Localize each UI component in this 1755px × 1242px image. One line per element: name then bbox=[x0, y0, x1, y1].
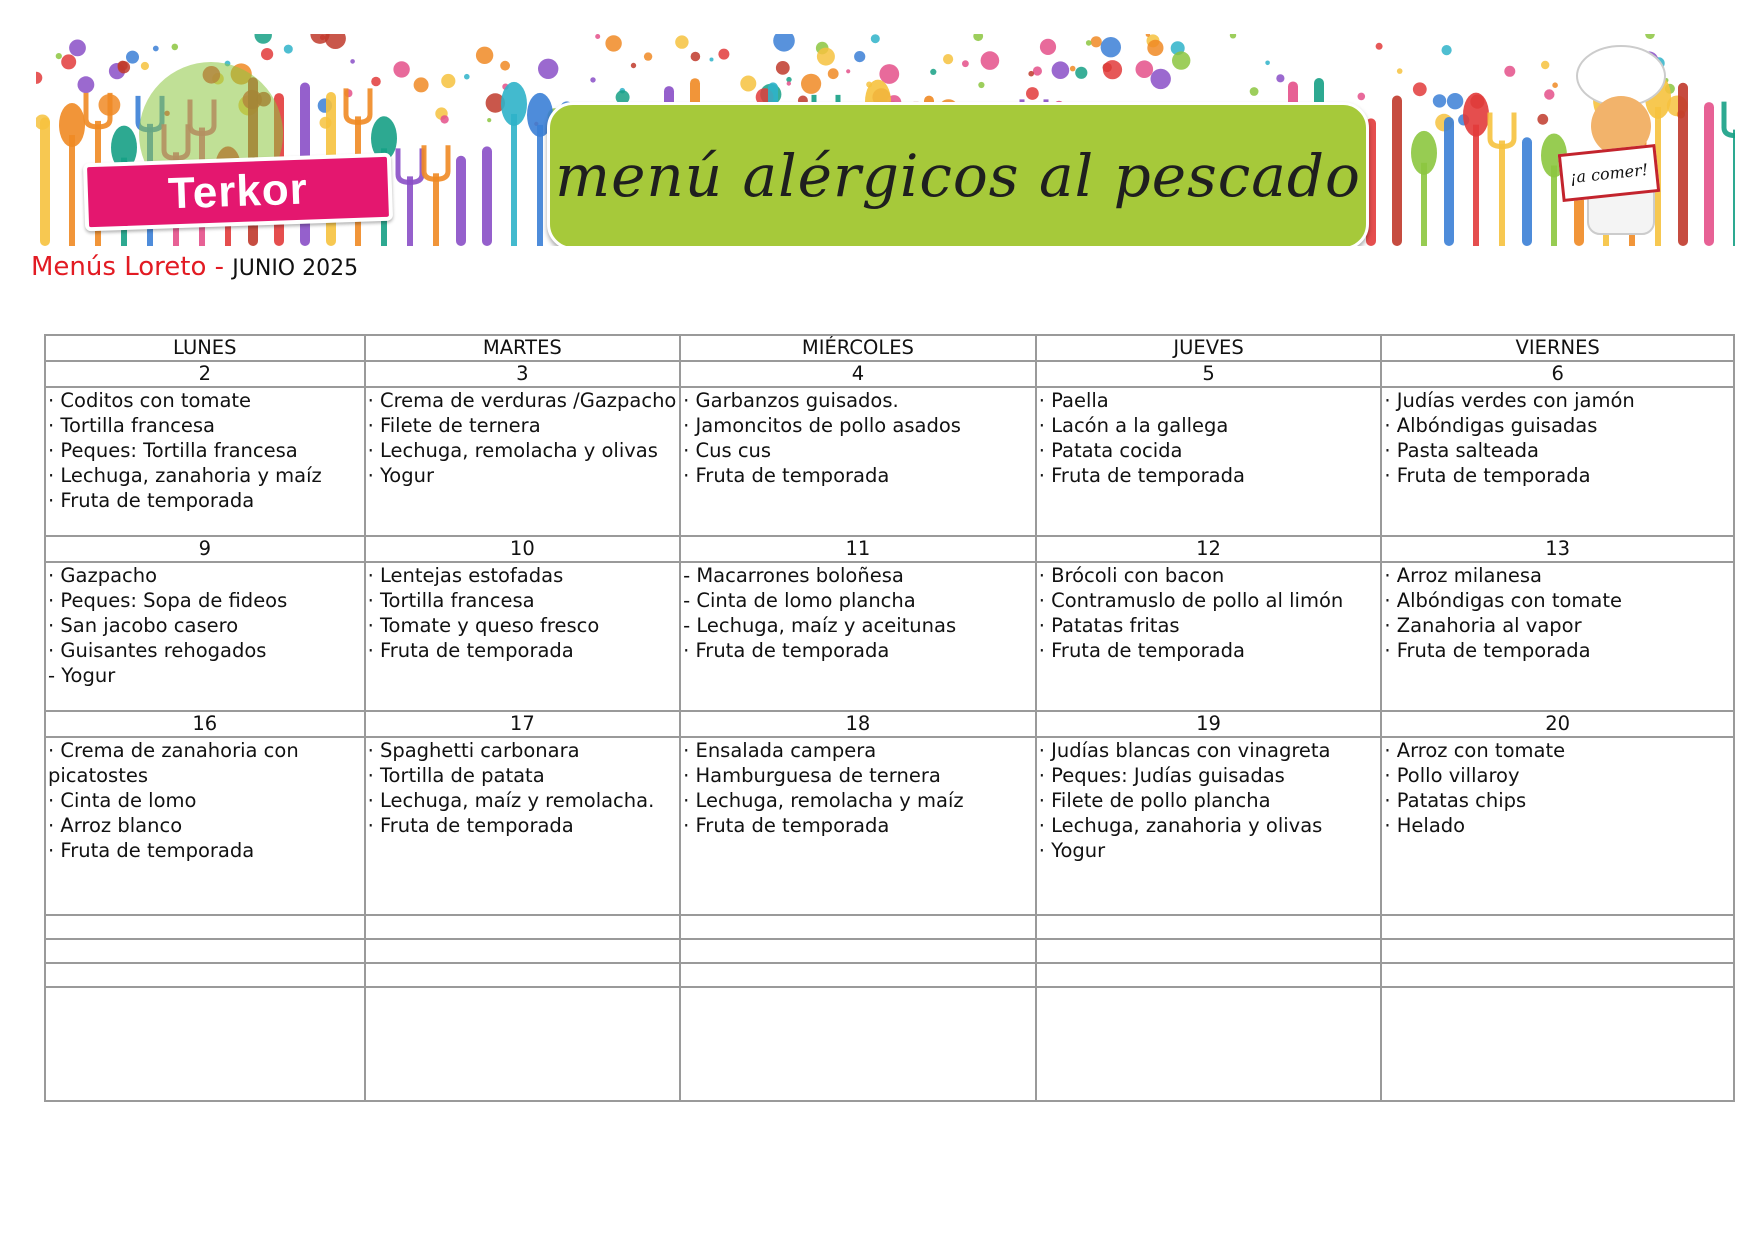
day-menu-cell bbox=[1036, 387, 1382, 536]
banner-title-box bbox=[547, 102, 1369, 246]
spoon-icon bbox=[1463, 93, 1489, 137]
weekday-header: MIÉRCOLES bbox=[680, 335, 1036, 361]
spoon-handle bbox=[69, 135, 75, 246]
day-menu-cell bbox=[1381, 562, 1734, 711]
confetti-dot bbox=[1070, 66, 1076, 72]
menu-item: · Ensalada campera bbox=[683, 739, 877, 762]
empty-cell bbox=[365, 915, 681, 939]
menu-item: - Yogur bbox=[48, 664, 116, 687]
confetti-dot bbox=[1413, 82, 1427, 96]
confetti-dot bbox=[464, 74, 470, 80]
menu-item: · Tortilla francesa bbox=[367, 589, 535, 612]
confetti-dot bbox=[817, 48, 835, 66]
menu-item: · Tomate y queso fresco bbox=[367, 614, 600, 637]
confetti-dot bbox=[255, 34, 272, 44]
spoon-handle bbox=[1551, 165, 1557, 246]
confetti-dot bbox=[440, 115, 448, 123]
spoon-icon bbox=[1411, 131, 1437, 175]
empty-cell bbox=[45, 963, 365, 987]
menu-item: · Fruta de temporada bbox=[48, 489, 255, 512]
day-menu-cell bbox=[1036, 737, 1382, 915]
knife-icon bbox=[456, 156, 466, 246]
confetti-dot bbox=[1537, 114, 1548, 125]
confetti-dot bbox=[605, 35, 621, 51]
menu-item: · Fruta de temporada bbox=[367, 814, 574, 837]
menu-item: · Arroz blanco bbox=[48, 814, 183, 837]
menu-item: · Judías blancas con vinagreta bbox=[1038, 739, 1331, 762]
empty-row bbox=[45, 939, 1734, 963]
menu-item: · Fruta de temporada bbox=[683, 814, 890, 837]
menu-item: - Cinta de lomo plancha bbox=[683, 589, 916, 612]
confetti-dot bbox=[1026, 87, 1039, 100]
day-number: 16 bbox=[45, 711, 365, 737]
confetti-dot bbox=[854, 51, 865, 62]
confetti-dot bbox=[487, 118, 491, 122]
menu-item: · Albóndigas guisadas bbox=[1384, 414, 1598, 437]
knife-icon bbox=[1444, 117, 1454, 246]
menu-item: · Yogur bbox=[367, 464, 434, 487]
menu-item: · Helado bbox=[1384, 814, 1466, 837]
menu-item: · Tortilla francesa bbox=[48, 414, 216, 437]
menu-item: · Paella bbox=[1038, 389, 1109, 412]
menu-item: · Patatas fritas bbox=[1038, 614, 1180, 637]
confetti-dot bbox=[261, 48, 273, 60]
weekday-header: JUEVES bbox=[1036, 335, 1382, 361]
confetti-dot bbox=[773, 34, 795, 52]
menu-item: · Lechuga, zanahoria y maíz bbox=[48, 464, 322, 487]
menu-item: · Lacón a la gallega bbox=[1038, 414, 1229, 437]
knife-icon bbox=[1522, 137, 1532, 246]
confetti-dot bbox=[1250, 87, 1259, 96]
confetti-dot bbox=[943, 54, 953, 64]
weekday-header: MARTES bbox=[365, 335, 681, 361]
menu-item: · Lentejas estofadas bbox=[367, 564, 564, 587]
confetti-dot bbox=[1172, 51, 1190, 69]
confetti-dot bbox=[1504, 66, 1515, 77]
day-menu-cell bbox=[680, 387, 1036, 536]
empty-cell bbox=[365, 963, 681, 987]
weekday-header-row bbox=[45, 335, 1734, 361]
day-number: 10 bbox=[365, 536, 681, 562]
fork-handle bbox=[1499, 141, 1505, 246]
menu-row bbox=[45, 387, 1734, 536]
confetti-dot bbox=[801, 74, 821, 94]
banner-title: menú alérgicos al pescado bbox=[555, 142, 1361, 210]
confetti-dot bbox=[538, 59, 558, 79]
confetti-dot bbox=[56, 53, 62, 59]
day-number: 18 bbox=[680, 711, 1036, 737]
menu-item: · Fruta de temporada bbox=[683, 464, 890, 487]
empty-cell bbox=[680, 915, 1036, 939]
menu-item: · Albóndigas con tomate bbox=[1384, 589, 1623, 612]
confetti-dot bbox=[1147, 40, 1163, 56]
fork-handle bbox=[407, 176, 413, 246]
menu-calendar-table bbox=[44, 334, 1735, 1102]
confetti-dot bbox=[740, 76, 756, 92]
menu-item: · Judías verdes con jamón bbox=[1384, 389, 1635, 412]
knife-icon bbox=[40, 117, 50, 246]
empty-cell bbox=[45, 987, 365, 1101]
day-number: 17 bbox=[365, 711, 681, 737]
menu-item: · Fruta de temporada bbox=[1038, 464, 1245, 487]
menu-item: · Peques: Judías guisadas bbox=[1038, 764, 1285, 787]
confetti-dot bbox=[153, 46, 159, 52]
fork-handle bbox=[1733, 130, 1735, 246]
menu-item: · Yogur bbox=[1038, 839, 1106, 862]
confetti-dot bbox=[1136, 60, 1154, 78]
confetti-dot bbox=[500, 61, 510, 71]
menu-item: · Fruta de temporada bbox=[48, 839, 255, 862]
day-number: 19 bbox=[1036, 711, 1382, 737]
menu-row bbox=[45, 737, 1734, 915]
spoon-handle bbox=[537, 125, 543, 246]
confetti-dot bbox=[1265, 61, 1270, 66]
menu-item: · Coditos con tomate bbox=[48, 389, 252, 412]
menu-item: · Peques: Sopa de fideos bbox=[48, 589, 288, 612]
confetti-dot bbox=[126, 51, 139, 64]
empty-cell bbox=[680, 963, 1036, 987]
confetti-dot bbox=[644, 52, 652, 60]
confetti-dot bbox=[61, 54, 76, 69]
day-number: 5 bbox=[1036, 361, 1382, 387]
confetti-dot bbox=[371, 77, 381, 87]
menu-item: · Lechuga, remolacha y olivas bbox=[367, 439, 658, 462]
empty-cell bbox=[1381, 987, 1734, 1101]
confetti-dot bbox=[1376, 43, 1383, 50]
day-menu-cell bbox=[45, 562, 365, 711]
spoon-handle bbox=[1421, 163, 1427, 246]
day-number: 6 bbox=[1381, 361, 1734, 387]
confetti-dot bbox=[1397, 68, 1403, 74]
menu-item: · Lechuga, maíz y remolacha. bbox=[367, 789, 655, 812]
day-number: 2 bbox=[45, 361, 365, 387]
confetti-dot bbox=[1442, 45, 1452, 55]
day-menu-cell bbox=[45, 737, 365, 915]
confetti-dot bbox=[871, 34, 880, 43]
empty-cell bbox=[45, 915, 365, 939]
menu-item: · San jacobo casero bbox=[48, 614, 239, 637]
confetti-dot bbox=[118, 61, 128, 71]
day-menu-cell bbox=[1381, 387, 1734, 536]
empty-cell bbox=[45, 939, 365, 963]
menu-item: · Brócoli con bacon bbox=[1038, 564, 1225, 587]
confetti-dot bbox=[1040, 39, 1056, 55]
confetti-dot bbox=[69, 40, 86, 57]
chef-badge bbox=[1558, 144, 1660, 202]
menu-item: · Arroz con tomate bbox=[1384, 739, 1566, 762]
empty-cell bbox=[1381, 915, 1734, 939]
confetti-dot bbox=[141, 62, 149, 70]
confetti-dot bbox=[1033, 66, 1042, 75]
empty-row bbox=[45, 915, 1734, 939]
confetti-dot bbox=[1230, 34, 1236, 39]
title-main: Menús Loreto - bbox=[31, 252, 233, 282]
brand-name: Terkor bbox=[167, 164, 309, 219]
knife-icon bbox=[482, 146, 492, 246]
menu-item: · Zanahoria al vapor bbox=[1384, 614, 1582, 637]
confetti-dot bbox=[1086, 40, 1092, 46]
confetti-dot bbox=[1151, 69, 1171, 89]
empty-cell bbox=[680, 987, 1036, 1101]
day-number: 13 bbox=[1381, 536, 1734, 562]
day-number: 11 bbox=[680, 536, 1036, 562]
confetti-dot bbox=[1276, 74, 1284, 82]
menu-item: - Macarrones boloñesa bbox=[683, 564, 904, 587]
empty-cell bbox=[1036, 987, 1382, 1101]
empty-cell bbox=[1381, 963, 1734, 987]
day-number: 12 bbox=[1036, 536, 1382, 562]
confetti-dot bbox=[414, 77, 429, 92]
confetti-dot bbox=[476, 47, 493, 64]
confetti-dot bbox=[1544, 89, 1554, 99]
confetti-dot bbox=[172, 44, 179, 51]
confetti-dot bbox=[284, 45, 293, 54]
confetti-dot bbox=[1052, 61, 1070, 79]
day-menu-cell bbox=[365, 387, 681, 536]
confetti-dot bbox=[787, 81, 791, 85]
menu-item: · Lechuga, zanahoria y olivas bbox=[1038, 814, 1323, 837]
empty-cell bbox=[1381, 939, 1734, 963]
confetti-dot bbox=[595, 34, 600, 39]
empty-cell bbox=[1036, 915, 1382, 939]
confetti-dot bbox=[1433, 94, 1446, 107]
day-menu-cell bbox=[365, 737, 681, 915]
confetti-dot bbox=[78, 76, 95, 93]
confetti-dot bbox=[590, 77, 595, 82]
menu-item: · Guisantes rehogados bbox=[48, 639, 267, 662]
menu-item: · Fruta de temporada bbox=[367, 639, 574, 662]
confetti-dot bbox=[718, 49, 729, 60]
confetti-dot bbox=[1541, 61, 1549, 69]
empty-cell bbox=[1036, 963, 1382, 987]
menu-row bbox=[45, 562, 1734, 711]
menu-item: · Crema de zanahoria con picatostes bbox=[48, 739, 299, 787]
menu-item: · Garbanzos guisados. bbox=[683, 389, 899, 412]
menu-item: · Cus cus bbox=[683, 439, 772, 462]
date-row bbox=[45, 361, 1734, 387]
confetti-dot bbox=[1645, 34, 1655, 39]
empty-cell bbox=[680, 939, 1036, 963]
empty-cell bbox=[1036, 939, 1382, 963]
day-menu-cell bbox=[45, 387, 365, 536]
confetti-dot bbox=[691, 52, 701, 62]
menu-item: · Crema de verduras /Gazpacho bbox=[367, 389, 677, 412]
confetti-dot bbox=[828, 68, 839, 79]
menu-item: · Fruta de temporada bbox=[683, 639, 890, 662]
confetti-dot bbox=[1552, 82, 1558, 88]
spoon-icon bbox=[59, 103, 85, 147]
menu-item: · Tortilla de patata bbox=[367, 764, 545, 787]
confetti-dot bbox=[350, 59, 355, 64]
confetti-dot bbox=[36, 72, 42, 84]
date-row bbox=[45, 536, 1734, 562]
day-menu-cell bbox=[1381, 737, 1734, 915]
empty-row bbox=[45, 963, 1734, 987]
spoon-handle bbox=[1473, 125, 1479, 246]
empty-cell bbox=[365, 939, 681, 963]
spoon-icon bbox=[501, 82, 527, 126]
knife-icon bbox=[1704, 102, 1714, 246]
menu-item: · Contramuslo de pollo al limón bbox=[1038, 589, 1344, 612]
confetti-dot bbox=[631, 63, 636, 68]
confetti-dot bbox=[776, 61, 790, 75]
confetti-dot bbox=[710, 58, 714, 62]
day-menu-cell bbox=[680, 737, 1036, 915]
confetti-dot bbox=[978, 82, 984, 88]
day-number: 9 bbox=[45, 536, 365, 562]
knife-icon bbox=[1392, 96, 1402, 246]
weeks-body bbox=[45, 361, 1734, 1101]
empty-row bbox=[45, 987, 1734, 1101]
day-number: 20 bbox=[1381, 711, 1734, 737]
confetti-dot bbox=[675, 35, 688, 48]
menu-item: · Cinta de lomo bbox=[48, 789, 197, 812]
day-menu-cell bbox=[680, 562, 1036, 711]
menu-item: · Patata cocida bbox=[1038, 439, 1183, 462]
confetti-dot bbox=[930, 69, 936, 75]
menu-item: · Filete de ternera bbox=[367, 414, 541, 437]
confetti-dot bbox=[962, 60, 969, 67]
weekday-header: VIERNES bbox=[1381, 335, 1734, 361]
day-menu-cell bbox=[1036, 562, 1382, 711]
brand-logo bbox=[83, 153, 393, 232]
date-row bbox=[45, 711, 1734, 737]
day-number: 4 bbox=[680, 361, 1036, 387]
menu-item: - Lechuga, maíz y aceitunas bbox=[683, 614, 957, 637]
spoon-handle bbox=[511, 114, 517, 246]
day-menu-cell bbox=[365, 562, 681, 711]
menu-item: · Pasta salteada bbox=[1384, 439, 1539, 462]
confetti-dot bbox=[393, 61, 409, 77]
menu-item: · Gazpacho bbox=[48, 564, 158, 587]
knife-icon bbox=[1678, 83, 1688, 246]
menu-item: · Fruta de temporada bbox=[1384, 464, 1591, 487]
confetti-dot bbox=[1028, 71, 1034, 77]
menu-item: · Pollo villaroy bbox=[1384, 764, 1520, 787]
confetti-dot bbox=[846, 69, 850, 73]
confetti-dot bbox=[441, 74, 455, 88]
fork-handle bbox=[433, 173, 439, 246]
confetti-dot bbox=[1358, 93, 1366, 101]
confetti-dot bbox=[1075, 67, 1087, 79]
menu-item: · Hamburguesa de ternera bbox=[683, 764, 941, 787]
menu-item: · Jamoncitos de pollo asados bbox=[683, 414, 961, 437]
confetti-dot bbox=[981, 51, 1000, 70]
menu-item: · Peques: Tortilla francesa bbox=[48, 439, 298, 462]
confetti-dot bbox=[1101, 37, 1121, 57]
menu-item: · Fruta de temporada bbox=[1384, 639, 1591, 662]
menu-item: · Arroz milanesa bbox=[1384, 564, 1542, 587]
chef-badge-text: ¡a comer! bbox=[1569, 159, 1649, 187]
menu-item: · Spaghetti carbonara bbox=[367, 739, 580, 762]
menu-item: · Fruta de temporada bbox=[1038, 639, 1245, 662]
page-title bbox=[31, 252, 358, 282]
empty-cell bbox=[365, 987, 681, 1101]
day-number: 3 bbox=[365, 361, 681, 387]
confetti-dot bbox=[973, 34, 983, 41]
confetti-dot bbox=[1447, 93, 1463, 109]
menu-item: · Lechuga, remolacha y maíz bbox=[683, 789, 964, 812]
weekday-header: LUNES bbox=[45, 335, 365, 361]
title-date: JUNIO 2025 bbox=[232, 256, 359, 281]
confetti-dot bbox=[1091, 36, 1102, 47]
header-banner bbox=[36, 34, 1735, 246]
menu-item: · Filete de pollo plancha bbox=[1038, 789, 1271, 812]
menu-item: · Patatas chips bbox=[1384, 789, 1527, 812]
confetti-dot bbox=[1103, 60, 1122, 79]
